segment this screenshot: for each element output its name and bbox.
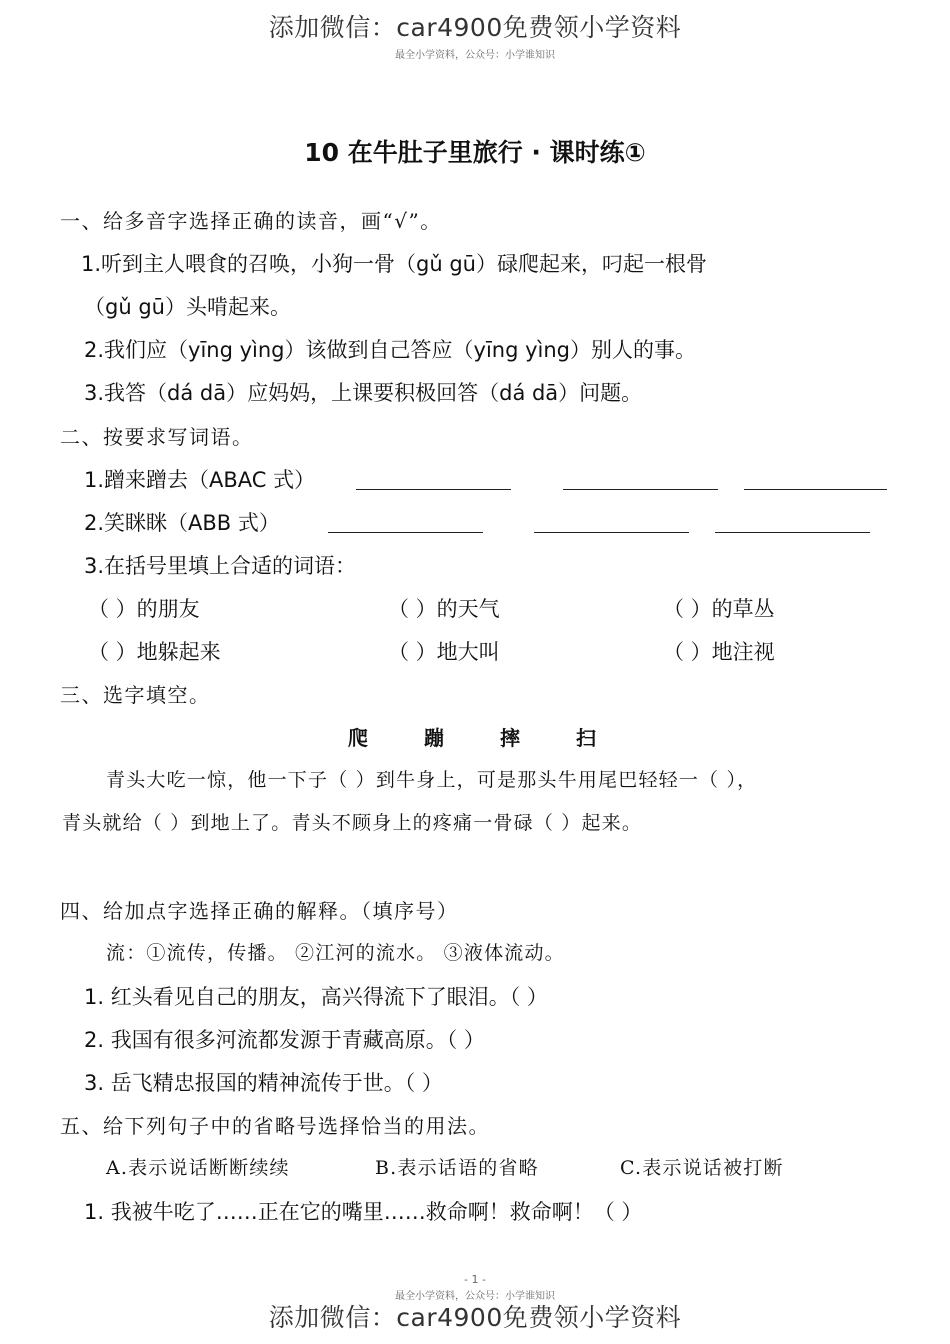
char-choice: 爬 — [348, 726, 368, 750]
header-subline: 最全小学资料，公众号：小学谁知识 — [395, 50, 555, 61]
char-choice: 扫 — [576, 726, 596, 750]
watermark-top: 添加微信：car4900免费领小学资料 — [268, 13, 682, 42]
phrase-blank[interactable]: （ ）地注视 — [663, 640, 775, 664]
section1-heading: 一、给多音字选择正确的读音，画“√”。 — [60, 209, 442, 233]
section2-q3: 3.在括号里填上合适的词语： — [84, 554, 357, 578]
section1-line-1: 1.听到主人喂食的召唤，小狗一骨（gǔ gū）碌爬起来，叼起一根骨 — [81, 252, 707, 276]
page-title: 10 在牛肚子里旅行 · 课时练① — [304, 138, 646, 167]
section2-q1: 1.蹭来蹭去（ABAC 式） — [84, 468, 316, 492]
section4-item-1: 1. 红头看见自己的朋友，高兴得流下了眼泪。（ ） — [84, 985, 548, 1009]
answer-line[interactable] — [715, 532, 870, 533]
phrase-blank[interactable]: （ ）地躲起来 — [88, 640, 221, 664]
section5-option-c: C.表示说话被打断 — [620, 1157, 784, 1179]
section3-passage-line-1: 青头大吃一惊，他一下子（ ）到牛身上，可是那头牛用尾巴轻轻一（ ）， — [106, 769, 758, 791]
phrase-blank[interactable]: （ ）的草丛 — [663, 597, 775, 621]
char-choice: 摔 — [500, 726, 520, 750]
section5-option-b: B.表示话语的省略 — [375, 1157, 539, 1179]
section4-heading: 四、给加点字选择正确的解释。（填序号） — [60, 899, 459, 923]
section4-item-2: 2. 我国有很多河流都发源于青藏高原。（ ） — [84, 1028, 485, 1052]
page-number: - 1 - — [464, 1273, 486, 1286]
section1-line-3: 2.我们应（yīng yìng）该做到自己答应（yīng yìng）别人的事。 — [84, 338, 696, 362]
answer-line[interactable] — [744, 489, 887, 490]
section4-item-3: 3. 岳飞精忠报国的精神流传于世。（ ） — [84, 1071, 443, 1095]
section2-heading: 二、按要求写词语。 — [60, 425, 254, 449]
char-choice: 蹦 — [424, 726, 444, 750]
section5-heading: 五、给下列句子中的省略号选择恰当的用法。 — [60, 1114, 490, 1138]
answer-line[interactable] — [328, 532, 483, 533]
answer-line[interactable] — [563, 489, 718, 490]
phrase-blank[interactable]: （ ）的天气 — [388, 597, 500, 621]
footer-subline: 最全小学资料，公众号：小学谁知识 — [395, 1291, 555, 1302]
answer-line[interactable] — [356, 489, 511, 490]
section4-options: 流：①流传，传播。 ②江河的流水。 ③液体流动。 — [106, 942, 565, 964]
phrase-blank[interactable]: （ ）的朋友 — [88, 597, 200, 621]
section3-heading: 三、选字填空。 — [60, 683, 211, 707]
answer-line[interactable] — [534, 532, 689, 533]
section3-passage-line-2: 青头就给（ ）到地上了。青头不顾身上的疼痛一骨碌（ ）起来。 — [62, 812, 643, 834]
section1-line-2: （gǔ gū）头啃起来。 — [84, 295, 291, 319]
phrase-blank[interactable]: （ ）地大叫 — [388, 640, 500, 664]
section5-item-1: 1. 我被牛吃了……正在它的嘴里……救命啊！救命啊！（ ） — [84, 1200, 643, 1224]
watermark-bottom: 添加微信：car4900免费领小学资料 — [268, 1303, 682, 1332]
section1-line-4: 3.我答（dá dā）应妈妈，上课要积极回答（dá dā）问题。 — [84, 381, 643, 405]
section2-q2: 2.笑眯眯（ABB 式） — [84, 511, 280, 535]
section5-option-a: A.表示说话断断续续 — [106, 1157, 290, 1179]
